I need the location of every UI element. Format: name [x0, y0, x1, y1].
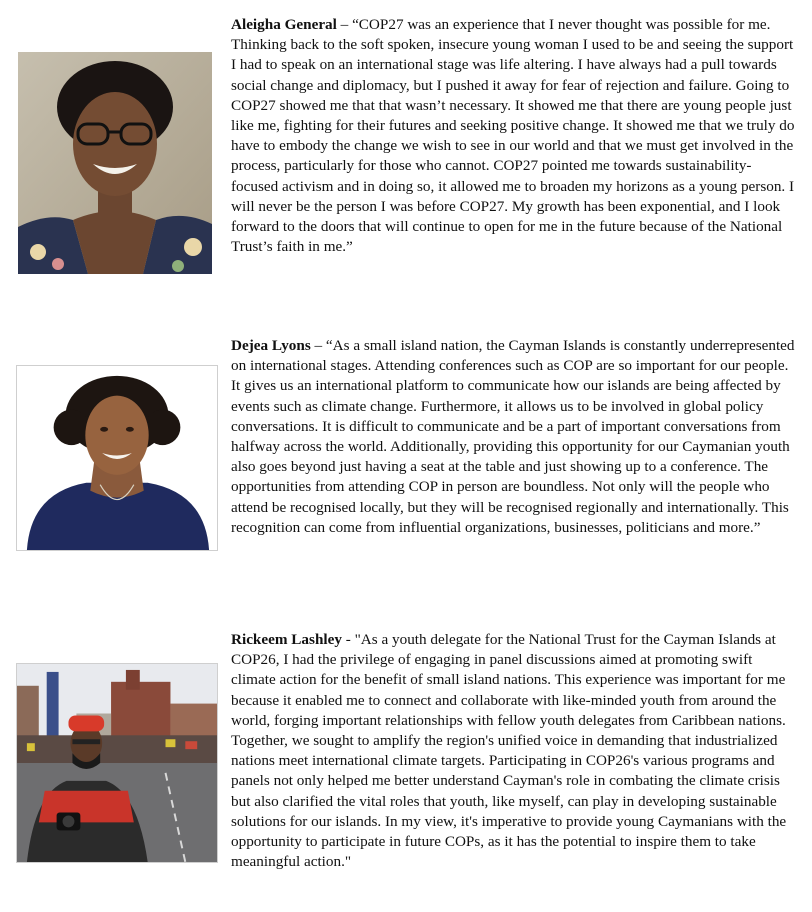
testimonial-aleigha-general — [0, 0, 812, 300]
name-separator: - — [341, 631, 355, 648]
name-separator: – — [336, 16, 353, 33]
speaker-name: Aleigha General — [231, 16, 337, 33]
testimonial-dejea-lyons — [0, 320, 812, 600]
aleigha-general-photo — [18, 52, 212, 274]
quote-text: “As a small island nation, the Cayman Islands is constantly underrepresented on international stages. Attending conferences such as COP are so important for our people. It gives us an international platform to communicate how our islands are being affected by events such as climate change. Furthermore, it allows us to be involved in global policy conversations. It is difficult to communicate and be a part of important conversations from halfway across the world. Additionally, providing this opportunity for our Caymanian youth also goes beyond just having a seat at the table and just showing up to a conference. The opportunities from attending COP in person are boundless. Not only will the people who attend be recognised locally, but they will be recognised regionally and internationally. This recognition can come from influential organizations, businesses, politicians and more.” — [231, 337, 795, 536]
speaker-name: Rickeem Lashley — [231, 631, 342, 648]
rickeem-lashley-photo — [16, 663, 218, 863]
quote-text: "As a youth delegate for the National Trust for the Cayman Islands at COP26, I had the privilege of engaging in panel discussions aimed at promoting swift climate action for the benefit of small island nations. This experience was important for me because it enabled me to connect and collaborate with like-minded youth from around the world, forging important relationships with fellow youth delegates from Caribbean nations. Together, we sought to amplify the region's unified voice in demanding that industrialized nations meet international climate targets. Participating in COP26's various programs and panels not only helped me better understand Cayman's role in combating the climate crisis but also clarified the vital roles that youth, like myself, can play in developing sustainable solutions for our islands. In my view, it's imperative to provide young Caymanians with the opportunity to participate in future COPs, as it has the potential to inspire them to take meaningful action." — [231, 631, 787, 871]
quote-text: “COP27 was an experience that I never thought was possible for me. Thinking back to the soft spoken, insecure young woman I used to be and seeing the support I had to speak on an international stage was life altering. I have always had a pull towards social change and diplomacy, but I pushed it away for fear of rejection and failure. Going to COP27 showed me that that wasn’t necessary. It showed me that there are young people just like me, fighting for their futures and seeking positive change. It showed me that we truly do have to embody the change we wish to see in our world and that we must get involved in the process, particularly for those who cannot. COP27 pointed me towards sustainability-focused activism and in doing so, it allowed me to broaden my horizons as a young person. I will never be the person I was before COP27. My growth has been exponential, and I look forward to the doors that will continue to open for me in the future because of the National Trust’s faith in me.” — [231, 16, 795, 256]
aleigha-general-quote — [231, 15, 797, 257]
dejea-lyons-quote — [231, 336, 797, 538]
testimonial-rickeem-lashley — [0, 615, 812, 912]
dejea-lyons-photo — [16, 365, 218, 551]
speaker-name: Dejea Lyons — [231, 337, 311, 354]
portrait-photo-icon — [18, 52, 212, 274]
portrait-photo-icon — [17, 366, 217, 550]
name-separator: – — [310, 337, 326, 354]
rickeem-lashley-quote — [231, 630, 797, 872]
street-march-photo-icon — [17, 664, 217, 862]
